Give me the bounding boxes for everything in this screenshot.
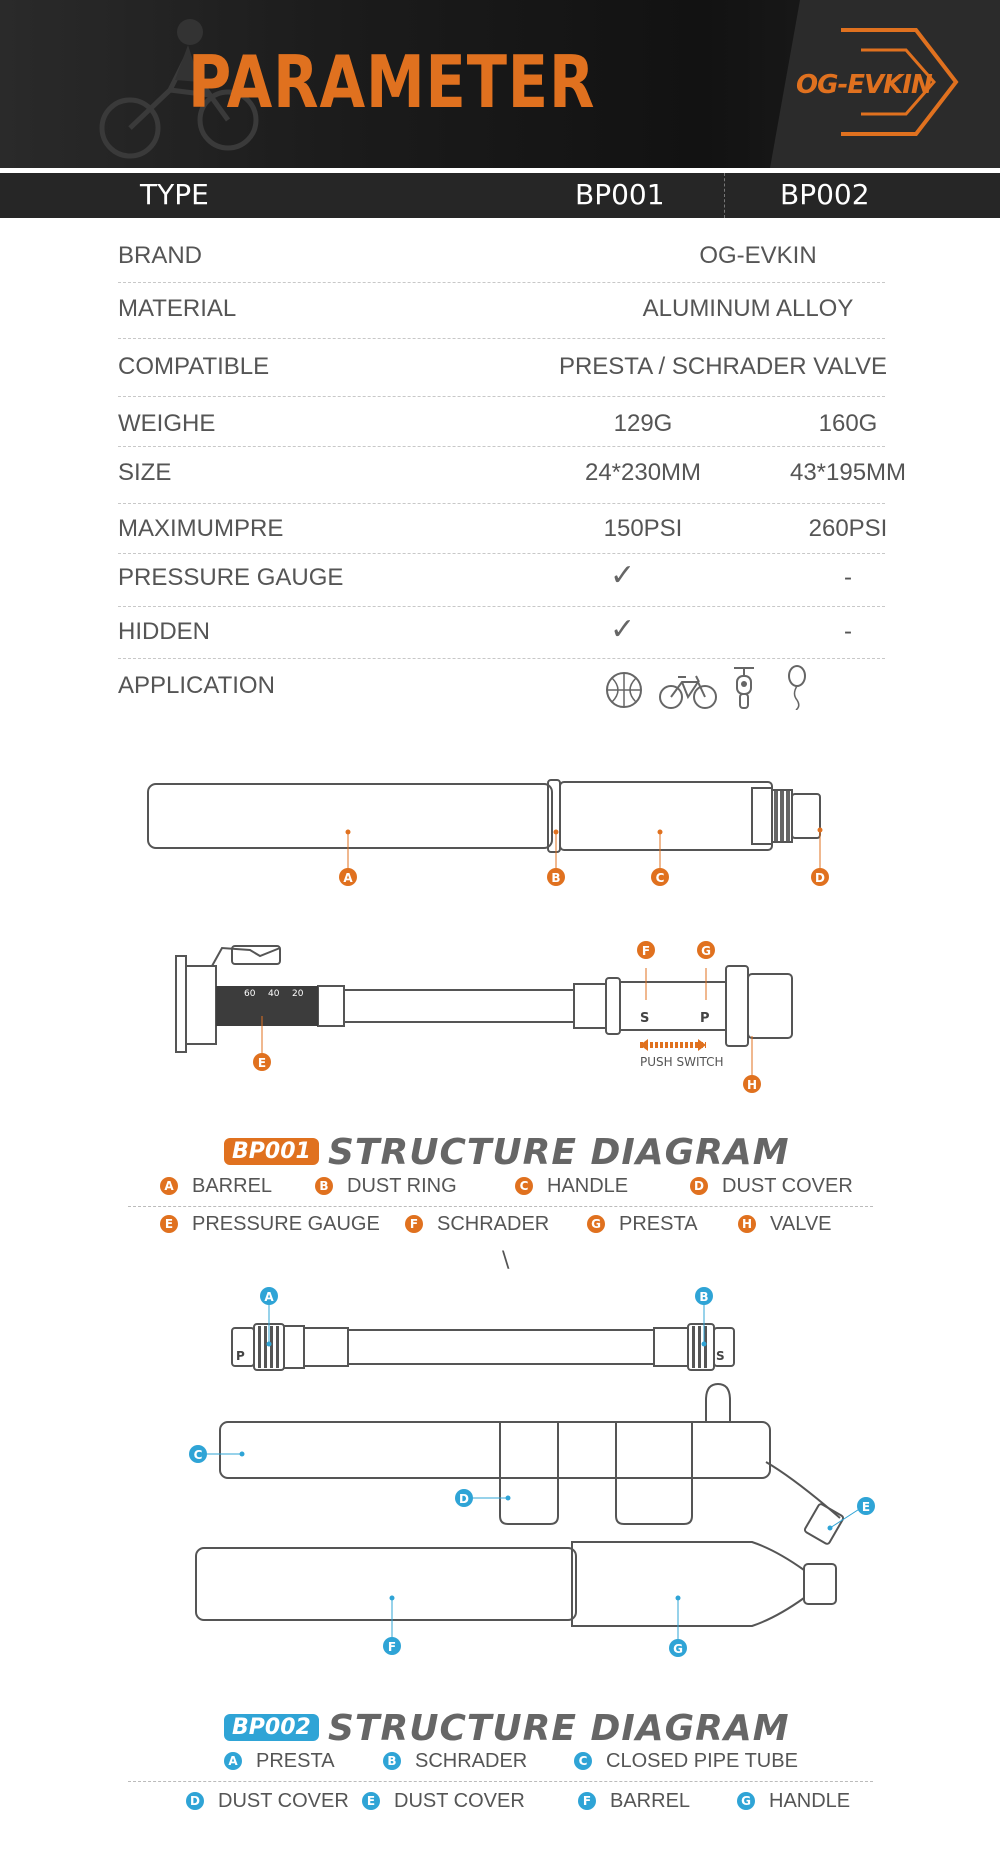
type-col-bp001: BP001 [575,178,665,211]
bp002-dust-cover-e [804,1503,844,1545]
spec-value-bp002: 43*195MM [789,459,907,486]
legend-item [578,1790,690,1813]
page-title: PARAMETER [188,40,596,124]
marker-g-icon: G [737,1792,755,1810]
bp002-structure-title: STRUCTURE DIAGRAM [328,1708,790,1749]
spec-label: COMPATIBLE [118,353,270,380]
spec-row-size [118,457,907,504]
spec-value-bp002: 160G [818,410,878,437]
marker-a-icon: A [160,1177,178,1195]
legend-text: DUST COVER [722,1175,853,1197]
legend-text: SCHRADER [437,1213,550,1235]
bicycle-icon [658,670,718,710]
marker-g-icon: G [587,1215,605,1233]
spec-value-bp001: 24*230MM [584,459,702,486]
spec-row-brand [118,240,885,283]
spec-row-pressure-gauge [118,558,885,607]
marker-f: F [387,1640,397,1654]
marker-h: H [746,1078,758,1092]
marker-c: C [193,1448,203,1462]
marker-b-icon: B [383,1752,401,1770]
marker-f-icon: F [578,1792,596,1810]
marker-c-icon: C [574,1752,592,1770]
marker-c: C [655,871,665,885]
marker-c-icon: C [515,1177,533,1195]
push-switch-label: PUSH SWITCH [640,1055,724,1069]
scale-label: 20 [292,989,304,999]
spec-row-weight [118,408,885,447]
marker-a: A [264,1290,274,1304]
marker-e-icon: E [160,1215,178,1233]
legend-item [574,1750,798,1773]
legend-item [690,1175,853,1198]
legend-text: CLOSED PIPE TUBE [606,1750,798,1772]
marker-d-icon: D [186,1792,204,1810]
bp001-title [224,1132,844,1178]
presta-mark: P [700,1011,710,1026]
type-header-row [0,173,1000,218]
scale-label: 40 [268,989,280,999]
spec-value-bp002: - [844,564,852,591]
spec-value: ALUMINUM ALLOY [642,295,854,322]
scooter-icon [730,662,758,712]
balloon-icon [786,664,808,710]
marker-b: B [699,1290,709,1304]
bp002-diagram [0,1280,1000,1670]
bp002-handle [572,1542,804,1626]
spec-value-bp002: - [844,618,852,645]
legend-text: HANDLE [547,1175,629,1197]
type-col-bp002: BP002 [780,178,870,211]
legend-item [587,1213,698,1236]
bp001-gauge-body [186,966,216,1044]
spec-value-bp002: 260PSI [808,515,888,542]
spec-label: MATERIAL [118,295,237,322]
check-icon: ✓ [610,612,636,647]
marker-h-icon: H [738,1215,756,1233]
marker-g: G [673,1642,683,1656]
bp001-tag: BP001 [224,1138,319,1165]
marker-g: G [701,944,711,958]
header-banner [0,0,1000,168]
legend-item [160,1175,272,1198]
legend-divider [128,1206,873,1207]
marker-a: A [343,871,353,885]
legend-item [160,1213,380,1236]
bp001-diagram [0,760,1000,1100]
legend-item [186,1790,349,1813]
bp002-barrel [196,1548,576,1620]
spec-label: HIDDEN [118,618,211,645]
stray-mark: \ [502,1248,510,1273]
marker-a-icon: A [224,1752,242,1770]
marker-d: D [459,1492,469,1506]
spec-label: WEIGHE [118,410,216,437]
marker-e: E [861,1500,871,1514]
marker-f-icon: F [405,1215,423,1233]
spec-row-application [118,670,885,720]
legend-text: PRESTA [619,1213,698,1235]
marker-e: E [257,1056,267,1070]
basketball-icon [604,670,644,710]
legend-item [405,1213,549,1236]
marker-e-icon: E [362,1792,380,1810]
bp001-barrel [148,784,552,848]
legend-text: PRESTA [256,1750,335,1772]
legend-text: BARREL [192,1175,273,1197]
legend-item [737,1790,850,1813]
legend-text: PRESSURE GAUGE [192,1213,380,1235]
legend-text: BARREL [610,1790,691,1812]
marker-d-icon: D [690,1177,708,1195]
spec-label: PRESSURE GAUGE [118,564,344,591]
spec-label: APPLICATION [118,672,275,699]
brand-name: OG-EVKIN [796,70,932,100]
bp001-dust-ring [548,780,560,852]
spec-row-compatible [118,351,888,397]
bp001-handle [560,782,772,850]
bp002-title [224,1708,844,1754]
legend-text: DUST COVER [218,1790,349,1812]
legend-text: HANDLE [769,1790,851,1812]
spec-value-bp001: 150PSI [603,515,683,542]
scale-label: 60 [244,989,256,999]
spec-label: BRAND [118,242,203,269]
spec-row-material [118,293,885,339]
legend-text: DUST RING [347,1175,457,1197]
spec-label: MAXIMUMPRE [118,515,284,542]
legend-item [315,1175,457,1198]
spec-value: PRESTA / SCHRADER VALVE [558,353,888,380]
legend-item [362,1790,525,1813]
bp001-valve [726,966,748,1046]
spec-value: OG-EVKIN [699,242,817,269]
bp001-structure-title: STRUCTURE DIAGRAM [328,1132,790,1173]
column-divider [724,173,725,218]
spec-row-hidden [118,612,885,659]
legend-text: DUST COVER [394,1790,525,1812]
bp002-tag: BP002 [224,1714,319,1741]
spec-row-max-pressure [118,513,888,554]
bp002-closed-pipe-tube [220,1422,770,1478]
legend-text: VALVE [770,1213,832,1235]
marker-b-icon: B [315,1177,333,1195]
legend-item [224,1750,335,1773]
legend-divider [128,1781,873,1782]
schrader-mark: S [716,1349,725,1363]
type-label: TYPE [140,178,209,211]
legend-item [738,1213,832,1236]
legend-text: SCHRADER [415,1750,528,1772]
marker-f: F [641,944,651,958]
check-icon: ✓ [610,558,636,593]
marker-b: B [551,871,561,885]
bp001-dust-cover [792,794,820,838]
spec-value-bp001: 129G [613,410,673,437]
presta-mark: P [236,1349,245,1363]
marker-d: D [815,871,825,885]
legend-item [515,1175,628,1198]
schrader-mark: S [640,1011,650,1026]
legend-item [383,1750,527,1773]
spec-label: SIZE [118,459,172,486]
